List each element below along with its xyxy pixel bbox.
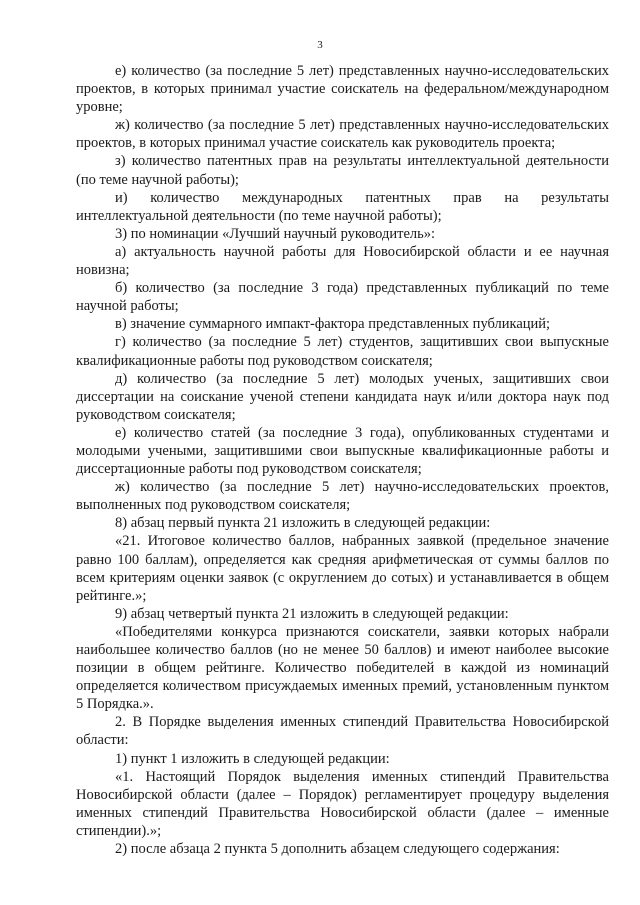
paragraph: «21. Итоговое количество баллов, набранных заявкой (предельное значение равно 100 баллам), определяется как средняя арифметическая от суммы баллов по всем критериям оценки заявок (с округлением до сотых) и устанавливается в общем рейтинге.»; [76, 533, 609, 604]
paragraph: 2) после абзаца 2 пункта 5 дополнить абзацем следующего содержания: [115, 841, 560, 858]
paragraph: 9) абзац четвертый пункта 21 изложить в следующей редакции: [115, 605, 509, 622]
paragraph: ж) количество (за последние 5 лет) представленных научно-исследовательских проектов, в которых принимал участие соискатель как руководитель проекта; [76, 117, 609, 152]
paragraph: «Победителями конкурса признаются соискатели, заявки которых набрали наибольшее количество баллов (но не менее 50 баллов) и имеют наиболее высокие позиции в общем рейтинге. Количество победителей в каждой из номинаций определяется количеством присуждаемых именных премий, установленным пунктом 5 Порядка.». [76, 623, 609, 713]
paragraph: 1) пункт 1 изложить в следующей редакции: [115, 750, 390, 767]
paragraph: г) количество (за последние 5 лет) студентов, защитивших свои выпускные квалификационные работы под руководством соискателя; [76, 334, 609, 369]
paragraph: 8) абзац первый пункта 21 изложить в следующей редакции: [115, 515, 491, 532]
paragraph: е) количество (за последние 5 лет) представленных научно-исследовательских проектов, в которых принимал участие соискатель на федеральном/международном уровне; [76, 63, 609, 116]
paragraph: 2. В Порядке выделения именных стипендий Правительства Новосибирской области: [76, 714, 609, 749]
paragraph: е) количество статей (за последние 3 года), опубликованных студентами и молодыми учеными, защитившими свои выпускные квалификационные работы и диссертационные работы под руководством соискателя; [76, 424, 609, 478]
paragraph: з) количество патентных прав на результаты интеллектуальной деятельности (по теме научной работы); [76, 153, 609, 188]
paragraph: д) количество (за последние 5 лет) молодых ученых, защитивших свои диссертации на соискание ученой степени кандидата наук и/или доктора наук под руководством соискателя; [76, 370, 609, 423]
page-number: 3 [317, 39, 323, 51]
paragraph: а) актуальность научной работы для Новосибирской области и ее научная новизна; [76, 243, 609, 279]
paragraph: 3) по номинации «Лучший научный руководитель»: [115, 225, 436, 242]
paragraph: и) количество международных патентных прав на результаты интеллектуальной деятельности (по теме научной работы); [76, 189, 609, 224]
paragraph: ж) количество (за последние 5 лет) научно-исследовательских проектов, выполненных под руководством соискателя; [76, 479, 609, 514]
paragraph: б) количество (за последние 3 года) представленных публикаций по теме научной работы; [76, 280, 609, 315]
document-body [76, 62, 609, 858]
paragraph: «1. Настоящий Порядок выделения именных стипендий Правительства Новосибирской области (далее – Порядок) регламентирует процедуру выделения именных стипендий Правительства Новосибирской области (далее – именные стипендии).»; [76, 768, 609, 839]
paragraph: в) значение суммарного импакт-фактора представленных публикаций; [115, 316, 551, 333]
